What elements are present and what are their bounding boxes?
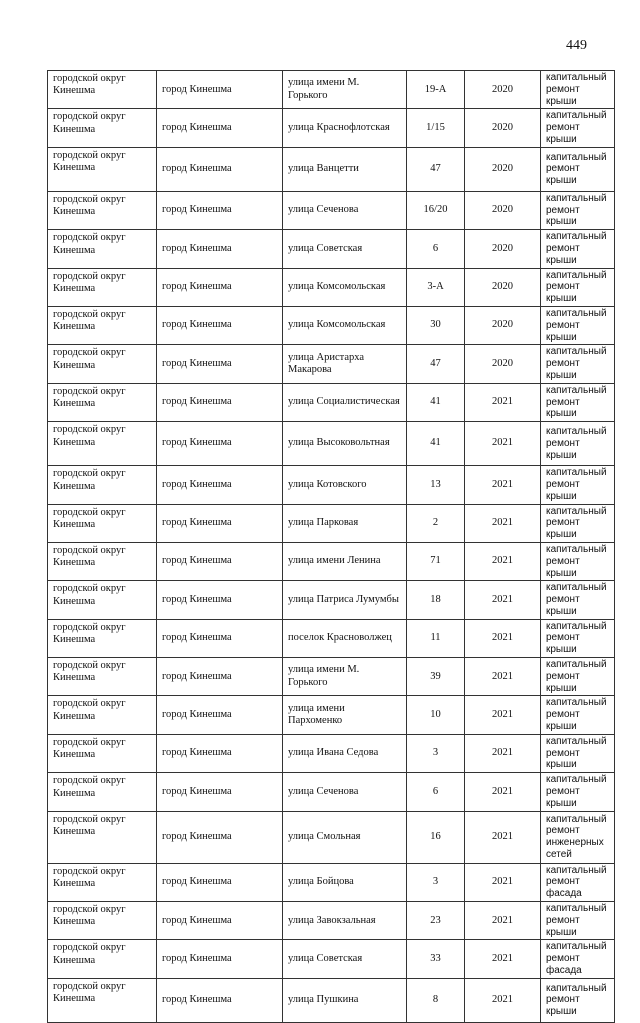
- work-type-cell: капитальный ремонт инженерных сетей: [541, 811, 615, 863]
- work-type-cell: капитальный ремонт крыши: [541, 902, 615, 940]
- street-cell: улица Парковая: [283, 504, 407, 542]
- city-cell: город Кинешма: [157, 773, 283, 811]
- year-cell: 2021: [465, 734, 541, 772]
- street-cell: улица имени Ленина: [283, 542, 407, 580]
- work-type-cell: капитальный ремонт крыши: [541, 619, 615, 657]
- street-cell: улица Ивана Седова: [283, 734, 407, 772]
- table-row: [48, 383, 615, 421]
- city-cell: город Кинешма: [157, 71, 283, 109]
- year-cell: 2020: [465, 147, 541, 191]
- house-number-cell: 8: [407, 978, 465, 1022]
- table-row: [48, 230, 615, 268]
- okrug-cell: городской округ Кинешма: [48, 345, 157, 383]
- okrug-cell: городской округ Кинешма: [48, 581, 157, 619]
- okrug-cell: городской округ Кинешма: [48, 466, 157, 504]
- city-cell: город Кинешма: [157, 504, 283, 542]
- okrug-cell: городской округ Кинешма: [48, 230, 157, 268]
- city-cell: город Кинешма: [157, 191, 283, 229]
- table-row: [48, 619, 615, 657]
- work-type-cell: капитальный ремонт крыши: [541, 542, 615, 580]
- city-cell: город Кинешма: [157, 306, 283, 344]
- house-number-cell: 13: [407, 466, 465, 504]
- year-cell: 2020: [465, 230, 541, 268]
- year-cell: 2021: [465, 581, 541, 619]
- work-type-cell: капитальный ремонт крыши: [541, 466, 615, 504]
- house-number-cell: 11: [407, 619, 465, 657]
- table-row: [48, 581, 615, 619]
- table-row: [48, 978, 615, 1022]
- okrug-cell: городской округ Кинешма: [48, 696, 157, 734]
- table-body: [48, 71, 615, 1023]
- table-row: [48, 902, 615, 940]
- work-type-cell: капитальный ремонт крыши: [541, 504, 615, 542]
- okrug-cell: городской округ Кинешма: [48, 811, 157, 863]
- street-cell: улица Пушкина: [283, 978, 407, 1022]
- okrug-cell: городской округ Кинешма: [48, 422, 157, 466]
- year-cell: 2020: [465, 268, 541, 306]
- work-type-cell: капитальный ремонт крыши: [541, 734, 615, 772]
- okrug-cell: городской округ Кинешма: [48, 940, 157, 978]
- house-number-cell: 71: [407, 542, 465, 580]
- work-type-cell: капитальный ремонт крыши: [541, 109, 615, 147]
- house-number-cell: 41: [407, 422, 465, 466]
- year-cell: 2021: [465, 658, 541, 696]
- table-row: [48, 109, 615, 147]
- house-number-cell: 30: [407, 306, 465, 344]
- street-cell: улица Комсомольская: [283, 306, 407, 344]
- street-cell: улица Краснофлотская: [283, 109, 407, 147]
- okrug-cell: городской округ Кинешма: [48, 863, 157, 901]
- city-cell: город Кинешма: [157, 383, 283, 421]
- work-type-cell: капитальный ремонт фасада: [541, 863, 615, 901]
- okrug-cell: городской округ Кинешма: [48, 504, 157, 542]
- year-cell: 2021: [465, 902, 541, 940]
- city-cell: город Кинешма: [157, 466, 283, 504]
- repair-table: [47, 70, 615, 1023]
- city-cell: город Кинешма: [157, 658, 283, 696]
- street-cell: улица Сеченова: [283, 191, 407, 229]
- city-cell: город Кинешма: [157, 902, 283, 940]
- city-cell: город Кинешма: [157, 345, 283, 383]
- city-cell: город Кинешма: [157, 811, 283, 863]
- table-row: [48, 940, 615, 978]
- okrug-cell: городской округ Кинешма: [48, 619, 157, 657]
- work-type-cell: капитальный ремонт крыши: [541, 147, 615, 191]
- okrug-cell: городской округ Кинешма: [48, 658, 157, 696]
- street-cell: улица Социалистическая: [283, 383, 407, 421]
- city-cell: город Кинешма: [157, 696, 283, 734]
- street-cell: улица имени М. Горького: [283, 71, 407, 109]
- street-cell: улица Советская: [283, 230, 407, 268]
- city-cell: город Кинешма: [157, 147, 283, 191]
- house-number-cell: 3: [407, 863, 465, 901]
- work-type-cell: капитальный ремонт крыши: [541, 345, 615, 383]
- house-number-cell: 16: [407, 811, 465, 863]
- work-type-cell: капитальный ремонт крыши: [541, 191, 615, 229]
- table-row: [48, 466, 615, 504]
- table-row: [48, 191, 615, 229]
- city-cell: город Кинешма: [157, 619, 283, 657]
- okrug-cell: городской округ Кинешма: [48, 306, 157, 344]
- house-number-cell: 3-А: [407, 268, 465, 306]
- house-number-cell: 18: [407, 581, 465, 619]
- city-cell: город Кинешма: [157, 230, 283, 268]
- okrug-cell: городской округ Кинешма: [48, 147, 157, 191]
- house-number-cell: 1/15: [407, 109, 465, 147]
- house-number-cell: 39: [407, 658, 465, 696]
- year-cell: 2021: [465, 466, 541, 504]
- street-cell: улица Котовского: [283, 466, 407, 504]
- year-cell: 2021: [465, 383, 541, 421]
- street-cell: улица Аристарха Макарова: [283, 345, 407, 383]
- table-row: [48, 422, 615, 466]
- work-type-cell: капитальный ремонт крыши: [541, 268, 615, 306]
- year-cell: 2021: [465, 422, 541, 466]
- street-cell: улица Комсомольская: [283, 268, 407, 306]
- okrug-cell: городской округ Кинешма: [48, 978, 157, 1022]
- okrug-cell: городской округ Кинешма: [48, 383, 157, 421]
- street-cell: улица Бойцова: [283, 863, 407, 901]
- house-number-cell: 47: [407, 345, 465, 383]
- okrug-cell: городской округ Кинешма: [48, 109, 157, 147]
- table-row: [48, 542, 615, 580]
- table-row: [48, 696, 615, 734]
- table-row: [48, 147, 615, 191]
- street-cell: улица Ванцетти: [283, 147, 407, 191]
- year-cell: 2020: [465, 71, 541, 109]
- year-cell: 2021: [465, 978, 541, 1022]
- year-cell: 2021: [465, 504, 541, 542]
- table-row: [48, 734, 615, 772]
- okrug-cell: городской округ Кинешма: [48, 902, 157, 940]
- table-row: [48, 863, 615, 901]
- work-type-cell: капитальный ремонт крыши: [541, 383, 615, 421]
- city-cell: город Кинешма: [157, 940, 283, 978]
- house-number-cell: 6: [407, 230, 465, 268]
- street-cell: улица Высоковольтная: [283, 422, 407, 466]
- house-number-cell: 41: [407, 383, 465, 421]
- house-number-cell: 47: [407, 147, 465, 191]
- work-type-cell: капитальный ремонт фасада: [541, 940, 615, 978]
- table-row: [48, 658, 615, 696]
- city-cell: город Кинешма: [157, 978, 283, 1022]
- house-number-cell: 10: [407, 696, 465, 734]
- city-cell: город Кинешма: [157, 422, 283, 466]
- year-cell: 2021: [465, 619, 541, 657]
- city-cell: город Кинешма: [157, 734, 283, 772]
- okrug-cell: городской округ Кинешма: [48, 268, 157, 306]
- house-number-cell: 33: [407, 940, 465, 978]
- work-type-cell: капитальный ремонт крыши: [541, 773, 615, 811]
- street-cell: улица Завокзальная: [283, 902, 407, 940]
- okrug-cell: городской округ Кинешма: [48, 191, 157, 229]
- table-row: [48, 773, 615, 811]
- table-row: [48, 811, 615, 863]
- year-cell: 2021: [465, 542, 541, 580]
- work-type-cell: капитальный ремонт крыши: [541, 978, 615, 1022]
- year-cell: 2020: [465, 191, 541, 229]
- house-number-cell: 3: [407, 734, 465, 772]
- street-cell: улица Советская: [283, 940, 407, 978]
- work-type-cell: капитальный ремонт крыши: [541, 71, 615, 109]
- house-number-cell: 6: [407, 773, 465, 811]
- table-row: [48, 345, 615, 383]
- city-cell: город Кинешма: [157, 109, 283, 147]
- okrug-cell: городской округ Кинешма: [48, 542, 157, 580]
- house-number-cell: 23: [407, 902, 465, 940]
- house-number-cell: 19-А: [407, 71, 465, 109]
- work-type-cell: капитальный ремонт крыши: [541, 581, 615, 619]
- street-cell: улица Смольная: [283, 811, 407, 863]
- street-cell: улица имени Пархоменко: [283, 696, 407, 734]
- work-type-cell: капитальный ремонт крыши: [541, 422, 615, 466]
- year-cell: 2020: [465, 345, 541, 383]
- work-type-cell: капитальный ремонт крыши: [541, 230, 615, 268]
- city-cell: город Кинешма: [157, 268, 283, 306]
- city-cell: город Кинешма: [157, 581, 283, 619]
- okrug-cell: городской округ Кинешма: [48, 773, 157, 811]
- year-cell: 2021: [465, 863, 541, 901]
- city-cell: город Кинешма: [157, 863, 283, 901]
- okrug-cell: городской округ Кинешма: [48, 71, 157, 109]
- work-type-cell: капитальный ремонт крыши: [541, 658, 615, 696]
- year-cell: 2020: [465, 109, 541, 147]
- table-row: [48, 268, 615, 306]
- work-type-cell: капитальный ремонт крыши: [541, 696, 615, 734]
- house-number-cell: 2: [407, 504, 465, 542]
- work-type-cell: капитальный ремонт крыши: [541, 306, 615, 344]
- street-cell: улица Сеченова: [283, 773, 407, 811]
- year-cell: 2021: [465, 773, 541, 811]
- year-cell: 2021: [465, 811, 541, 863]
- table-row: [48, 306, 615, 344]
- street-cell: поселок Красноволжец: [283, 619, 407, 657]
- year-cell: 2021: [465, 940, 541, 978]
- table-row: [48, 504, 615, 542]
- table-row: [48, 71, 615, 109]
- city-cell: город Кинешма: [157, 542, 283, 580]
- street-cell: улица имени М. Горького: [283, 658, 407, 696]
- house-number-cell: 16/20: [407, 191, 465, 229]
- year-cell: 2020: [465, 306, 541, 344]
- page-number: 449: [566, 38, 587, 53]
- street-cell: улица Патриса Лумумбы: [283, 581, 407, 619]
- year-cell: 2021: [465, 696, 541, 734]
- okrug-cell: городской округ Кинешма: [48, 734, 157, 772]
